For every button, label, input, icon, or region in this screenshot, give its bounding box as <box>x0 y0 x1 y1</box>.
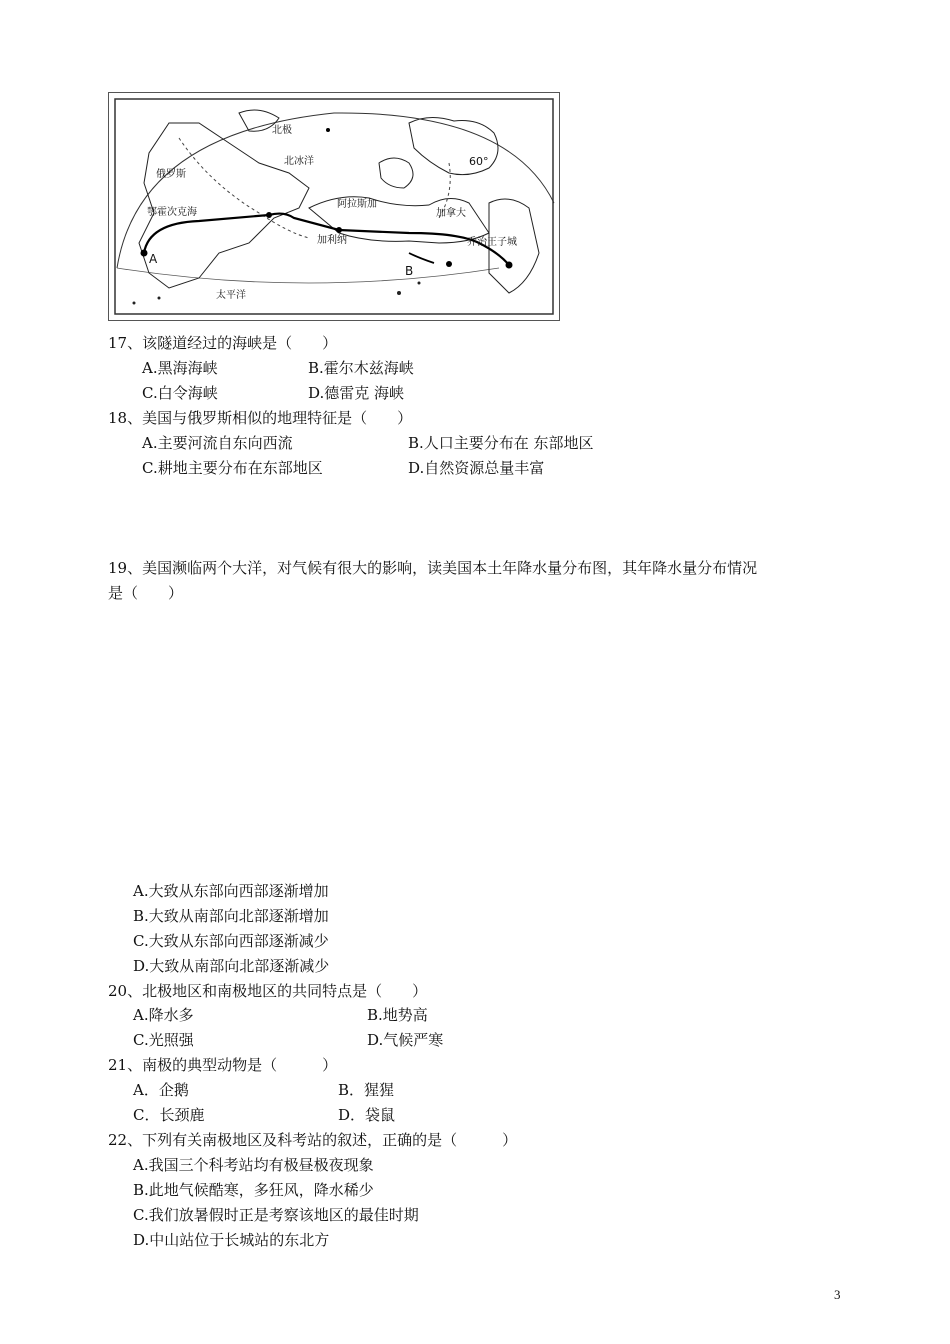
question-22-option-b: B.此地气候酷寒，多狂风，降水稀少 <box>133 1181 374 1199</box>
question-18-option-b: B.人口主要分布在 东部地区 <box>408 434 594 452</box>
question-21-option-b: B．猩猩 <box>338 1081 395 1099</box>
question-20-option-b: B.地势高 <box>367 1006 428 1024</box>
question-21-stem: 21、南极的典型动物是（ ） <box>108 1056 338 1074</box>
question-22-option-c: C.我们放暑假时正是考察该地区的最佳时期 <box>133 1206 419 1224</box>
label-prince-george: 乔治王子城 <box>467 237 517 248</box>
question-20-option-a: A.降水多 <box>133 1006 194 1024</box>
question-19-stem-line1: 19、美国濒临两个大洋，对气候有很大的影响，读美国本土年降水量分布图，其年降水量分布情况 <box>108 559 758 577</box>
label-pacific: 太平洋 <box>216 290 246 301</box>
question-22-option-a: A.我国三个科考站均有极昼极夜现象 <box>133 1156 374 1174</box>
question-18-option-a: A.主要河流自东向西流 <box>142 434 293 452</box>
question-20-option-c: C.光照强 <box>133 1031 194 1049</box>
question-19-option-c: C.大致从东部向西部逐渐减少 <box>133 932 329 950</box>
question-17-option-d: D.德雷克 海峡 <box>308 384 405 402</box>
page-number: 3 <box>834 1287 841 1302</box>
question-21-option-a: A．企鹅 <box>133 1081 189 1099</box>
question-19-option-a: A.大致从东部向西部逐渐增加 <box>133 882 329 900</box>
question-18-option-c: C.耕地主要分布在东部地区 <box>142 459 323 477</box>
question-19-option-b: B.大致从南部向北部逐渐增加 <box>133 907 329 925</box>
question-17-stem: 17、该隧道经过的海峡是（ ） <box>108 334 338 352</box>
label-latitude-60: 60° <box>469 155 489 168</box>
label-okhotsk-sea: 鄂霍次克海 <box>147 207 197 218</box>
question-22-option-d: D.中山站位于长城站的东北方 <box>133 1231 330 1249</box>
arctic-tunnel-map <box>109 93 559 320</box>
question-17-option-b: B.霍尔木兹海峡 <box>308 359 414 377</box>
question-21-option-c: C．长颈鹿 <box>133 1106 205 1124</box>
label-point-a: A <box>149 252 158 266</box>
north-pole-marker <box>326 128 330 132</box>
point-a-marker <box>141 250 148 257</box>
question-20-option-d: D.气候严寒 <box>367 1031 444 1049</box>
question-18-stem: 18、美国与俄罗斯相似的地理特征是（ ） <box>108 409 413 427</box>
question-20-stem: 20、北极地区和南极地区的共同特点是（ ） <box>108 982 428 1000</box>
label-russia: 俄罗斯 <box>156 169 186 180</box>
question-22-stem: 22、下列有关南极地区及科考站的叙述，正确的是（ ） <box>108 1131 518 1149</box>
map-figure <box>108 92 560 321</box>
question-18-option-d: D.自然资源总量丰富 <box>408 459 545 477</box>
question-17-option-a: A.黑海海峡 <box>142 359 218 377</box>
question-17-option-c: C.白令海峡 <box>142 384 218 402</box>
label-galena: 加利纳 <box>317 235 347 246</box>
label-canada: 加拿大 <box>436 208 466 219</box>
question-21-option-d: D．袋鼠 <box>338 1106 396 1124</box>
question-19-stem-line2: 是（ ） <box>108 584 184 602</box>
label-arctic-ocean: 北冰洋 <box>284 156 314 167</box>
label-north-pole: 北极 <box>272 125 292 136</box>
label-alaska: 阿拉斯加 <box>337 199 377 210</box>
label-point-b: B <box>405 264 414 278</box>
question-19-option-d: D.大致从南部向北部逐渐减少 <box>133 957 330 975</box>
